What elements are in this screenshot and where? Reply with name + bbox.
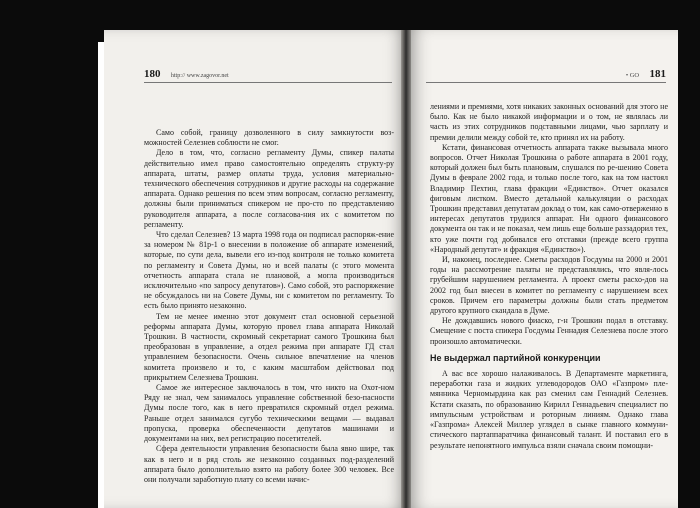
paragraph: Тем не менее именно этот документ стал основной серьезной реформы аппарата Думы, которую провел глава аппарата Николай Трошкин. В частности, скромный секретариат самого Трошкина был преобразован в управление, а отдел режима при аппарате ГД стал управлением безопасности. Очень сильное впечатление на членов комитета произвело и то, с каким масштабом действовал под прикрытием Селезнева Трошкин. — [144, 311, 394, 382]
paragraph: Что сделал Селезнев? 13 марта 1998 года он подписал распоряж-ение за номером № 81р-1 о внесении в положение об аппарате изменений, которые, по сути дела, вывели его из-под контроля не только комитета по регламенту и Совета Думы, но и всей палаты (с этого момента отчетность аппарата стала не плановой, а могла производиться исключительно «по запросу депутатов»). Само собой, это распоряжение не обсуждалось ни на Совете Думы, ни с комитетом по регламенту. То есть было принято незаконно. — [144, 230, 394, 311]
book-spine — [401, 30, 411, 508]
running-url: http:// www.zagovor.net — [170, 73, 229, 79]
paragraph: А вас все хорошо налаживалось. В Департаменте маркетинга, переработки газа и жидких углеводородов ОАО «Газпром» пле-мянника Черномырдина как раз сменил сам Геннадий Селезнев. Кстати сказать, по образованию Кирилл Геннадьевич специалист по импульсным устройствам и роторным линиям. Однако глава «Газпрома» Алексей Миллер углядел в сынке главного коммуни-стического партаппаратчика финансовый талант. И поставил его в результате непонятного импульса взяли сначала своим помощни- — [430, 369, 668, 450]
right-page — [408, 30, 678, 508]
paragraph: Дело в том, что, согласно регламенту Думы, спикер палаты действительно имел право самостоятельно определять структу-ру аппарата, штаты, размер оплаты труда, условия материально-технического обеспечения сотрудников и другие расходы на содержание аппарата. Однако решения по всем этим вопросам, согласно регламенту, должны были приниматься спикером не про-сто по представлению руководителя аппарата, а после согласова-ния их с комитетом по регламенту. — [144, 148, 394, 229]
header-rule — [426, 82, 666, 83]
left-page-header — [144, 68, 229, 80]
right-page-header — [626, 68, 666, 80]
paragraph: Само собой, границу дозволенного в силу замкнутости воз-можностей Селезнев соблюсти не смог. — [144, 128, 394, 148]
paragraph: лениями и премиями, хотя никаких законных оснований для этого не было. Как не было никакой информации и о том, не являлась ли часть из этих сотрудников подставными лицами, чью зарплату и премии делили между собой те, кто принял их на работу. — [430, 102, 668, 142]
paragraph: Самое же интересное заключалось в том, что никто на Охот-ном Ряду не знал, чем занималось управление собственной безо-пасности Думы после того, как в него превратился скромный отдел режима. Раньше отдел занимался сугубо техническими вещами — выдавал пропуска, проверка обеспеченности депутатов машинами и документами на них, вел регистрацию посетителей. — [144, 383, 394, 444]
left-page-body — [144, 128, 394, 485]
background-right — [676, 0, 700, 508]
background-left — [0, 0, 98, 508]
paragraph: Не дождавшись нового фиаско, г-н Трошкин подал в отставку. Смещение с поста спикера Госдумы Геннадия Селезнева после этого произошло автоматически. — [430, 316, 668, 346]
paragraph: И, наконец, последнее. Сметы расходов Госдумы на 2000 и 2001 годы на рассмотрение палаты не представлялись, что явля-лось грубейшим нарушением регламента. А проект сметы расхо-дов на 2002 год был внесен в комитет по регламенту с нарушением всех сроков. Причем его параметры должны были стать предметом другого крупного скандала в Думе. — [430, 255, 668, 316]
running-site: • GO — [625, 72, 640, 79]
section-heading: Не выдержал партийной конкуренции — [430, 352, 601, 363]
paragraph: Кстати, финансовая отчетность аппарата также вызывала много вопросов. Отчет Николая Трошкина о работе аппарата в 2001 году, который должен был быть плановым, слушался по ре-шению Совета Думы в феврале 2002 года, и только после того, как на том настоял Владимир Пехтин, глава фракции «Единство». Отчет оказался фиговым листком. Вместо детальной калькуляции о расходах Трошкин представил депутатам доклад о том, как само-отверженно в интересах депутатов трудился аппарат. Ни одного финансового документа он так и не показал, чем лишь еще больше раззадорил тех, кто уже почти год добивался его отставки (прежде всего группа «Народный депутат» и фракция «Единство»). — [430, 142, 668, 254]
left-page — [104, 30, 408, 508]
header-rule — [144, 82, 392, 83]
right-page-body — [430, 102, 668, 451]
right-page-number: 181 — [649, 68, 666, 80]
left-page-number: 180 — [144, 68, 161, 80]
paragraph: Сфера деятельности управления безопасности была явно шире, так как в него и в ряд столь же незаконно созданных под-разделений аппарата было дополнительно взято на работу более 300 человек. Все они получали заработную плату со всеми начис- — [144, 444, 394, 484]
